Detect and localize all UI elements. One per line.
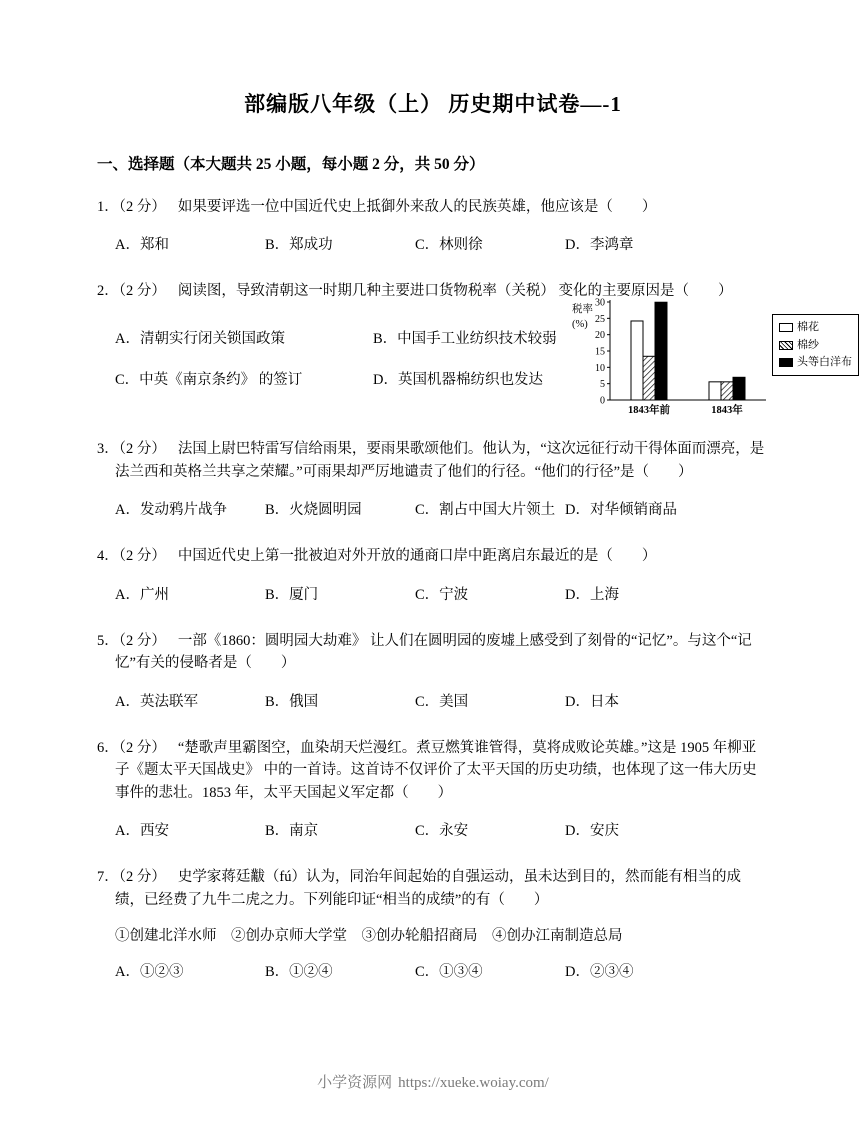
option-d: D．上海 [565,586,619,603]
option-d: D．②③④ [565,964,634,981]
option-d: D．对华倾销商品 [565,502,677,519]
option-c: C．永安 [415,823,469,840]
svg-text:(%): (%) [572,319,588,331]
option-c: C．①③④ [415,964,483,981]
question-stem [97,438,769,483]
option-c: C．林则徐 [415,237,483,254]
option-a: A．①②③ [115,964,184,981]
question-stem [97,866,769,911]
legend-swatch-black [779,358,793,367]
question-text: “楚歌声里霸图空，血染胡天烂漫红。煮豆燃箕谁管得，莫将成败论英雄。”这是 1905 年柳亚子《题太平天国战史》 中的一首诗。这首诗不仅评价了太平天国的历史功绩，也体现了这一伟大历史事件的悲壮。1853 年，太平天国起义军定都（ ） [115,739,757,801]
svg-text:5: 5 [600,379,605,391]
option-a: A．广州 [115,586,169,603]
svg-text:25: 25 [595,314,605,326]
question-7 [97,866,769,981]
svg-text:10: 10 [595,363,605,375]
options-row [97,819,769,840]
question-stem [97,196,769,218]
question-6 [97,737,769,840]
options-row [97,690,769,711]
option-c: C．中英《南京条约》 的签订 [115,371,303,388]
svg-text:30: 30 [595,298,605,309]
legend-swatch-white [779,323,793,332]
option-b: B．厦门 [265,586,319,603]
svg-text:0: 0 [600,395,605,407]
option-c: C．割占中国大片领土 [415,502,556,519]
option-d: D．李鸿章 [565,237,634,254]
footer-site-name: 小学资源网 [317,1075,393,1091]
option-a: A．清朝实行闭关锁国政策 [115,330,285,347]
option-b: B．俄国 [265,693,319,710]
option-b: B．①②④ [265,964,333,981]
svg-text:税率: 税率 [572,304,593,316]
options-row [97,960,769,981]
option-b: B．郑成功 [265,237,333,254]
svg-text:20: 20 [595,330,605,342]
question-3 [97,438,769,519]
option-a: A．英法联军 [115,693,198,710]
question-text: 阅读图，导致清朝这一时期几种主要进口货物税率（关税） 变化的主要原因是（ ） [177,283,733,300]
options-row [97,233,769,254]
option-d: D．英国机器棉纺织也发达 [373,371,543,388]
question-number: 5．（2 分） [97,632,166,649]
question-2 [97,280,852,417]
legend-item-cloth [779,354,852,371]
legend-item-yarn [779,337,852,354]
option-b: B．中国手工业纺织技术较弱 [373,330,557,347]
question-stem [97,630,769,675]
question-text: 史学家蒋廷黻（fú）认为，同治年间起始的自强运动，虽未达到目的，然而能有相当的成绩，已经费了九牛二虎之力。下列能印证“相当的成绩”的有（ ） [115,869,741,908]
svg-text:1843年前: 1843年前 [628,405,670,417]
question-text: 一部《1860：圆明园大劫难》 让人们在圆明园的废墟上感受到了刻骨的“记忆”。与这个“记忆”有关的侵略者是（ ） [115,632,752,672]
question-stem [97,737,769,804]
question-subitems: ①创建北洋水师 ②创办京师大学堂 ③创办轮船招商局 ④创办江南制造总局 [115,928,623,945]
option-a: A．发动鸦片战争 [115,502,227,519]
question-text: 如果要评选一位中国近代史上抵御外来敌人的民族英雄，他应该是（ ） [177,199,657,215]
question-stem [97,545,769,567]
option-b: B．火烧圆明园 [265,502,362,519]
svg-text:15: 15 [595,346,605,358]
option-c: C．美国 [415,693,469,710]
option-a: A．西安 [115,823,169,840]
tariff-chart-plot [570,298,770,422]
question-number: 7．（2 分） [97,869,166,886]
question-text: 中国近代史上第一批被迫对外开放的通商口岸中距离启东最近的是（ ） [177,548,657,565]
svg-text:1843年: 1843年 [711,405,743,417]
option-b: B．南京 [265,823,319,840]
question-number: 1．（2 分） [97,199,166,215]
options-row [97,583,769,604]
chart-legend [772,314,859,375]
option-a: A．郑和 [115,237,169,254]
legend-item-cotton [779,319,852,336]
question-number: 4．（2 分） [97,548,166,565]
legend-label: 头等白洋布 [797,355,852,368]
page-title: 部编版八年级（上） 历史期中试卷—-1 [244,92,622,116]
options-row [97,498,769,519]
legend-label: 棉花 [797,321,819,334]
section-heading: 一、选择题（本大题共 25 小题，每小题 2 分，共 50 分） [97,156,485,173]
option-d: D．日本 [565,693,619,710]
question-5 [97,630,769,711]
legend-swatch-hatch [779,341,793,350]
question-number: 2．（2 分） [97,283,166,300]
option-c: C．宁波 [415,586,469,603]
question-number: 3．（2 分） [97,441,166,458]
option-d: D．安庆 [565,823,619,840]
question-text: 法国上尉巴特雷写信给雨果，要雨果歌颂他们。他认为，“这次远征行动干得体面而漂亮，是法兰西和英格兰共享之荣耀。”可雨果却严厉地谴责了他们的行径。“他们的行径”是（ ） [115,441,765,480]
footer [0,1071,866,1092]
legend-label: 棉纱 [797,338,819,351]
footer-url[interactable]: https://xueke.woiay.com/ [398,1075,549,1091]
question-1 [97,196,769,254]
question-number: 6．（2 分） [97,739,166,756]
question-4 [97,545,769,603]
tariff-bar-chart [570,298,859,422]
